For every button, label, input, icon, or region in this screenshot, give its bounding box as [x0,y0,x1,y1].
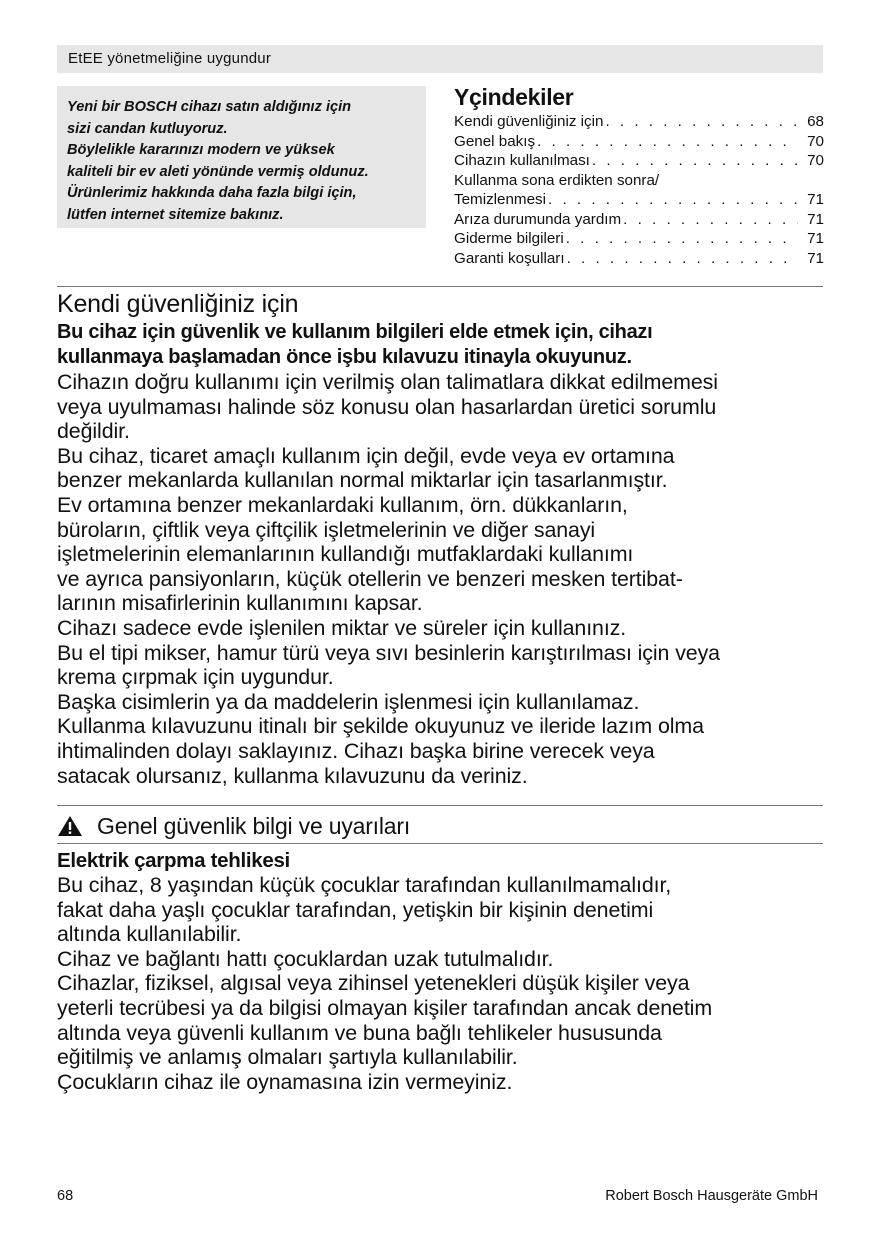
general-line: yeterli tecrübesi ya da bilgisi olmayan kişiler tarafından ancak denetim [57,995,713,1020]
safety-bold-line: kullanmaya başlamadan önce işbu kılavuzu itinayla okuyunuz. [57,345,632,368]
safety-line: veya uyulmaması halinde söz konusu olan hasarlardan üretici sorumlu [57,394,717,419]
safety-line: büroların, çiftlik veya çiftçilik işletmelerinin ve diğer sanayi [57,517,596,542]
intro-line: Ürünlerimiz hakkında daha fazla bilgi için, [67,185,357,201]
footer-company: Robert Bosch Hausgeräte GmbH [605,1188,818,1204]
general-safety-heading: Genel güvenlik bilgi ve uyarıları [97,813,411,839]
safety-line: Başka cisimlerin ya da maddelerin işlenmesi için kullanılamaz. [57,689,640,714]
section-divider [57,843,823,844]
intro-line: Böylelikle kararınızı modern ve yüksek [67,142,335,158]
intro-line: sizi candan kutluyoruz. [67,120,228,137]
toc-title: Yçindekiler [454,84,574,110]
safety-line: benzer mekanlarda kullanılan normal miktarlar için tasarlanmıştır. [57,468,668,493]
toc-entry[interactable] [454,171,824,191]
table-of-contents [454,112,824,268]
safety-intro-bold [57,320,827,369]
toc-leader-dots [535,132,798,152]
toc-entry-page: 68 [807,113,824,130]
toc-entry[interactable] [454,229,824,249]
safety-line: Cihazı sadece evde işlenilen miktar ve süreler için kullanınız. [57,615,627,640]
toc-leader-dots [590,151,798,171]
general-line: Cihazlar, fiziksel, algısal veya zihinsel yetenekleri düşük kişiler veya [57,971,690,996]
section-divider [57,286,823,287]
safety-line: Cihazın doğru kullanımı için verilmiş olan talimatlara dikkat edilmemesi [57,370,718,394]
toc-leader-dots [546,190,798,210]
toc-entry[interactable] [454,210,824,230]
safety-heading: Kendi güvenliğiniz için [57,290,299,318]
toc-entry-page: 71 [807,210,824,228]
toc-leader-dots [564,229,798,249]
safety-line: krema çırpmak için uygundur. [57,665,334,690]
safety-line: değildir. [57,419,130,444]
toc-entry-page: 71 [807,249,824,267]
toc-entry-label: Genel bakış [454,132,536,150]
safety-bold-line: Bu cihaz için güvenlik ve kullanım bilgileri elde etmek için, cihazı [57,321,653,343]
toc-entry[interactable] [454,132,824,152]
safety-line: satacak olursanız, kullanma kılavuzunu da veriniz. [57,763,528,788]
toc-entry-page: 71 [807,191,824,208]
intro-line: lütfen internet sitemize bakınız. [67,206,284,223]
electric-shock-subheading: Elektrik çarpma tehlikesi [57,849,290,872]
intro-line: Yeni bir BOSCH cihazı satın aldığınız için [67,99,352,115]
toc-leader-dots [621,210,798,230]
safety-line: Bu cihaz, ticaret amaçlı kullanım için değil, evde veya ev ortamına [57,443,675,468]
toc-entry-page: 70 [807,132,824,150]
toc-entry-label: Giderme bilgileri [454,230,564,247]
safety-line: ve ayrıca pansiyonların, küçük otellerin ve benzeri mesken tertibat- [57,566,683,591]
general-line: fakat daha yaşlı çocuklar tarafından, yetişkin bir kişinin denetimi [57,897,654,922]
toc-entry-label: Garanti koşulları [454,249,565,267]
safety-line: Kullanma kılavuzunu itinalı bir şekilde okuyunuz ve ileride lazım olma [57,714,704,739]
general-line: altında veya güvenli kullanım ve buna bağlı tehlikeler hususunda [57,1020,662,1045]
safety-body [57,370,832,788]
section-divider [57,805,823,806]
safety-line: Bu el tipi mikser, hamur türü veya sıvı besinlerin karıştırılması için veya [57,640,720,665]
warning-triangle-icon [57,814,83,838]
safety-line: ihtimalinden dolayı saklayınız. Cihazı başka birine verecek veya [57,738,655,763]
intro-line: kaliteli bir ev aleti yönünde vermiş oldunuz. [67,163,369,180]
general-line: eğitilmiş ve anlamış olmaları şartıyla kullanılabilir. [57,1045,518,1070]
toc-entry-label: Temizlenmesi [454,191,546,208]
general-body [57,873,832,1094]
toc-entry-label: Cihazın kullanılması [454,152,590,169]
toc-entry-page: 71 [807,230,824,247]
toc-entry[interactable] [454,112,824,132]
general-line: Çocukların cihaz ile oynamasına izin vermeyiniz. [57,1069,513,1094]
safety-line: işletmelerinin elemanlarının kullandığı mutfaklardaki kullanımı [57,542,634,567]
general-line: altında kullanılabilir. [57,922,242,947]
toc-entry[interactable] [454,190,824,210]
toc-leader-dots [565,249,798,269]
safety-line: Ev ortamına benzer mekanlardaki kullanım, örn. dükkanların, [57,492,628,517]
toc-leader-dots [603,112,798,132]
toc-entry-label: Kullanma sona erdikten sonra/ [454,171,660,189]
toc-entry[interactable] [454,249,824,269]
intro-text [67,97,422,226]
page-number: 68 [57,1188,74,1204]
header-text: EtEE yönetmeliğine uygundur [68,50,272,67]
general-line: Cihaz ve bağlantı hattı çocuklardan uzak tutulmalıdır. [57,946,554,971]
toc-entry-label: Kendi güvenliğiniz için [454,113,604,130]
general-line: Bu cihaz, 8 yaşından küçük çocuklar tarafından kullanılmamalıdır, [57,873,672,897]
safety-line: larının misafirlerinin kullanımını kapsar. [57,591,423,616]
toc-entry[interactable] [454,151,824,171]
general-safety-heading-row [57,813,410,839]
toc-entry-label: Arıza durumunda yardım [454,210,622,228]
toc-entry-page: 70 [807,152,824,169]
